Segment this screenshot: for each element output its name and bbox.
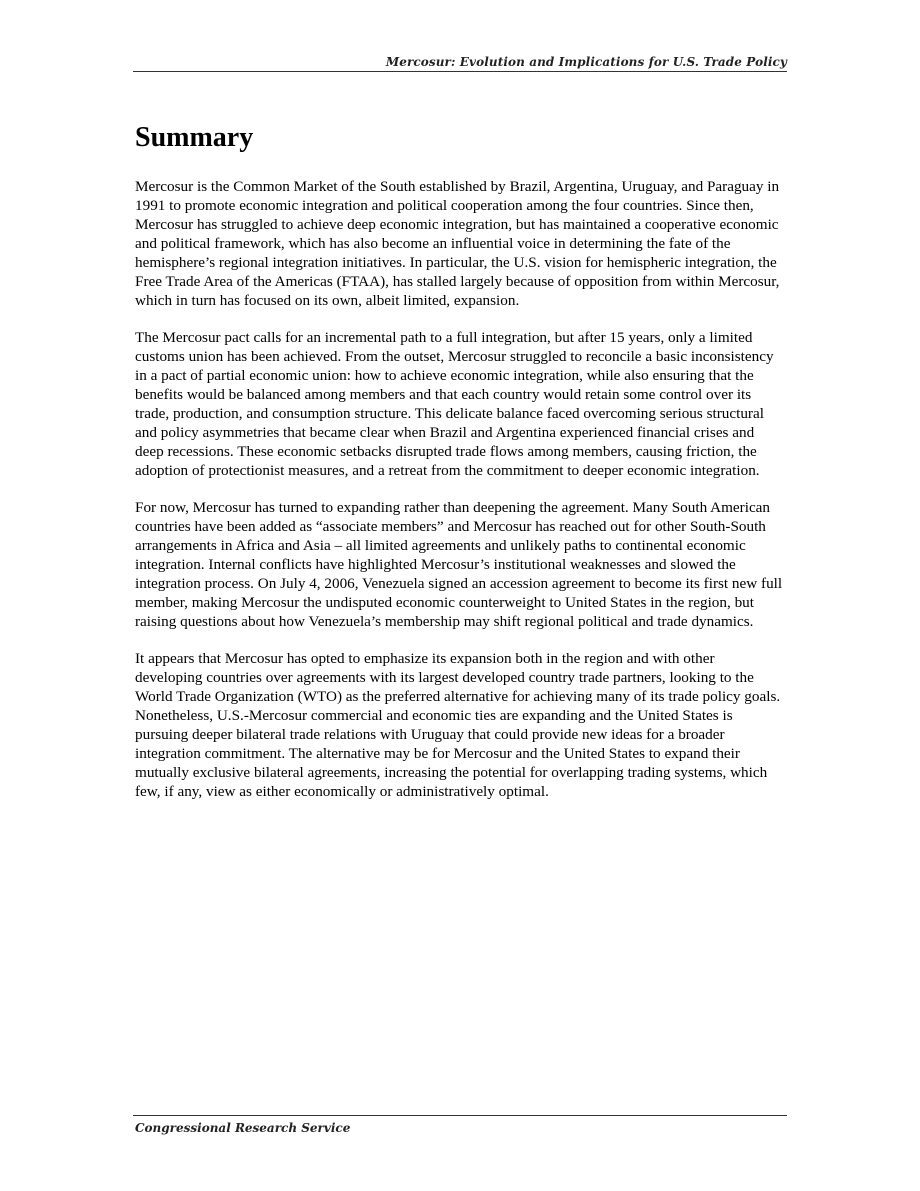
footer-divider — [133, 1115, 787, 1116]
paragraph: The Mercosur pact calls for an incremental path to a full integration, but after 15 years, only a limited customs union has been achieved. From the outset, Mercosur struggled to reconcile a basic inconsistency in a pact of partial economic union: how to achieve economic integration, while also ensuring that the benefits would be balanced among members and that each country would retain some control over its trade, production, and consumption structure. This delicate balance faced overcoming serious structural and policy asymmetries that became clear when Brazil and Argentina experienced financial crises and deep recessions. These economic setbacks disrupted trade flows among members, causing friction, the adoption of protectionist measures, and a retreat from the commitment to deeper economic integration. — [135, 329, 774, 479]
paragraph: For now, Mercosur has turned to expanding rather than deepening the agreement. Many South American countries have been added as “associate members” and Mercosur has reached out for other South-South arrangements in Africa and Asia – all limited agreements and unlikely paths to continental economic integration. Internal conflicts have highlighted Mercosur’s institutional weaknesses and slowed the integration process. On July 4, 2006, Venezuela signed an accession agreement to become its first new full member, making Mercosur the undisputed economic counterweight to United States in the region, but raising questions about how Venezuela’s membership may shift regional political and trade dynamics. — [135, 499, 783, 630]
header-divider — [133, 71, 787, 72]
paragraph: It appears that Mercosur has opted to emphasize its expansion both in the region and with other developing countries over agreements with its largest developed country trade partners, looking to the World Trade Organization (WTO) as the preferred alternative for achieving many of its trade policy goals. Nonetheless, U.S.-Mercosur commercial and economic ties are expanding and the United States is pursuing deeper bilateral trade relations with Uruguay that could provide new ideas for a broader integration commitment. The alternative may be for Mercosur and the United States to expand their mutually exclusive bilateral agreements, increasing the potential for overlapping trading systems, which few, if any, view as either economically or administratively optimal. — [135, 650, 781, 800]
running-header: Mercosur: Evolution and Implications for U.S. Trade Policy — [385, 55, 787, 69]
summary-body — [135, 177, 785, 819]
section-title: Summary — [135, 122, 254, 153]
paragraph: Mercosur is the Common Market of the South established by Brazil, Argentina, Uruguay, and Paraguay in 1991 to promote economic integration and political cooperation among the four countries. Since then, Mercosur has struggled to achieve deep economic integration, but has maintained a cooperative economic and political framework, which has also become an influential voice in determining the fate of the hemisphere’s regional integration initiatives. In particular, the U.S. vision for hemispheric integration, the Free Trade Area of the Americas (FTAA), has stalled largely because of opposition from within Mercosur, which in turn has focused on its own, albeit limited, expansion. — [135, 178, 780, 309]
footer-organization: Congressional Research Service — [135, 1121, 351, 1135]
